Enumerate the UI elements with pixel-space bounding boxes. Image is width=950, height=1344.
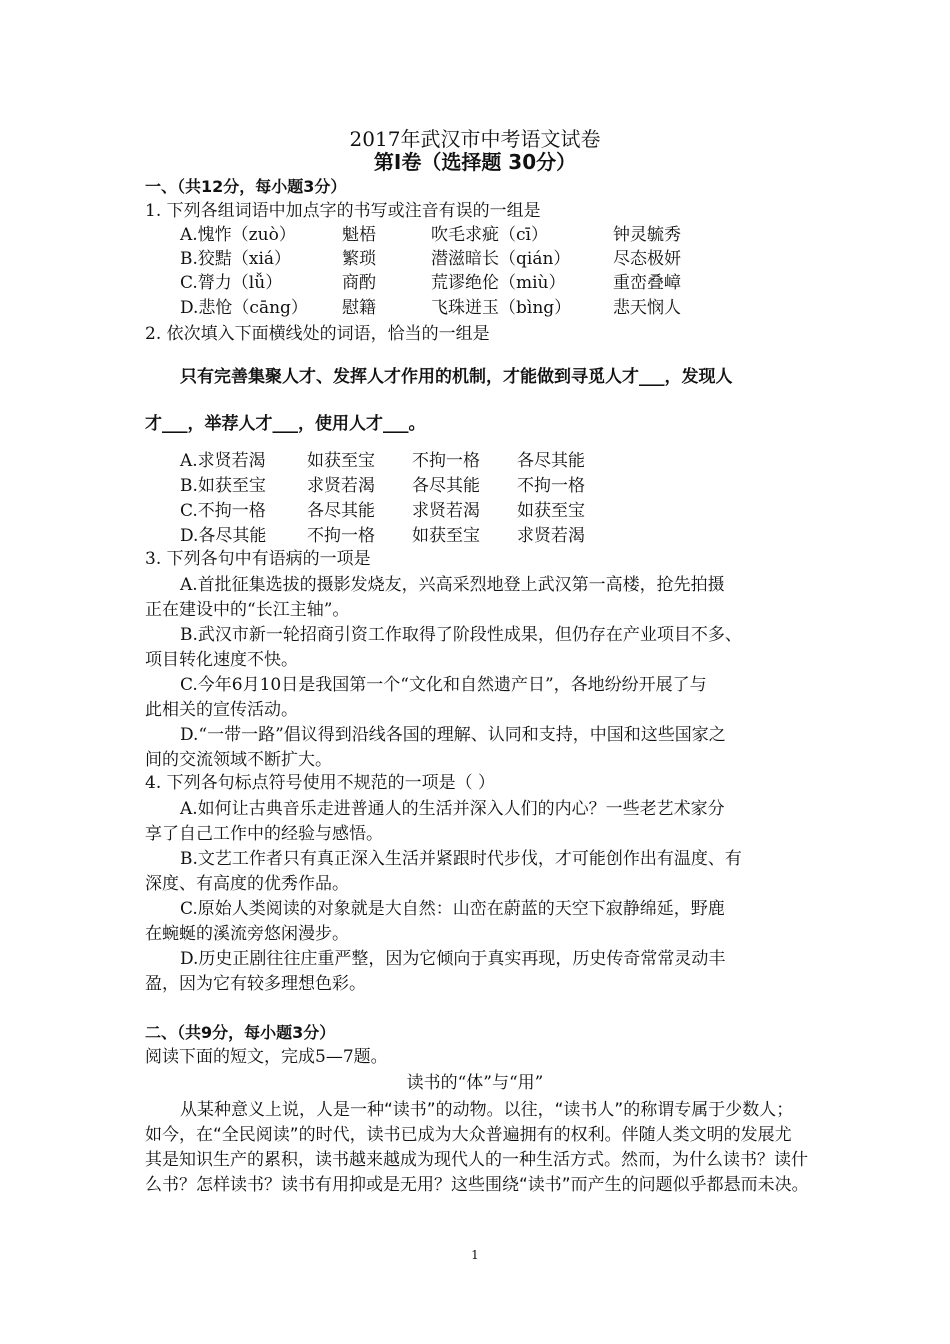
page-number: 1 [471,1248,479,1262]
q4-line: 深度、有高度的优秀作品。 [145,874,349,894]
q1-stem: 1. 下列各组词语中加点字的书写或注音有误的一组是 [145,201,541,221]
q2-b-4: 不拘一格 [517,476,585,496]
q2-d-1: D.各尽其能 [180,526,267,546]
q2-a-3: 不拘一格 [412,451,480,471]
q3-line: 项目转化速度不快。 [145,650,298,670]
q4-line: D.历史正剧往往庄重严整，因为它倾向于真实再现，历史传奇常常灵动丰 [180,949,726,969]
q1-c-1: C.膂力（lǚ） [180,273,283,293]
article-paragraph-line: 如今，在“全民阅读”的时代，读书已成为大众普遍拥有的权利。伴随人类文明的发展尤 [145,1125,792,1145]
q4-line: C.原始人类阅读的对象就是大自然：山峦在蔚蓝的天空下寂静绵延，野鹿 [180,899,725,919]
q1-a-2: 魁梧 [342,225,376,245]
q1-a-1: A.愧怍（zuò） [180,225,296,245]
page-title: 2017年武汉市中考语文试卷 [349,127,601,151]
q2-a-4: 各尽其能 [517,451,585,471]
q2-passage-line2: 才___，举荐人才___，使用人才___。 [145,414,426,434]
q1-b-1: B.狡黠（xiá） [180,249,292,269]
q4-line: B.文艺工作者只有真正深入生活并紧跟时代步伐，才可能创作出有温度、有 [180,849,742,869]
q1-b-3: 潜滋暗长（qián） [431,249,571,269]
q1-option-a [180,223,740,247]
section2-heading: 二、（共9分，每小题3分） [145,1023,336,1042]
q2-d-4: 求贤若渴 [517,526,585,546]
q2-d-2: 不拘一格 [307,526,375,546]
q1-d-2: 慰籍 [342,298,376,318]
q2-d-3: 如获至宝 [412,526,480,546]
q1-c-4: 重峦叠嶂 [613,273,681,293]
q2-option-d [180,524,620,548]
q1-d-4: 悲天悯人 [613,298,681,318]
q2-c-1: C.不拘一格 [180,501,266,521]
q3-line: D.“一带一路”倡议得到沿线各国的理解、认同和支持，中国和这些国家之 [180,725,726,745]
q2-b-3: 各尽其能 [412,476,480,496]
section1-heading: 一、（共12分，每小题3分） [145,177,347,196]
q2-b-2: 求贤若渴 [307,476,375,496]
q1-option-b [180,247,740,271]
q2-a-2: 如获至宝 [307,451,375,471]
q3-line: 此相关的宣传活动。 [145,700,298,720]
q2-a-1: A.求贤若渴 [180,451,266,471]
q2-option-b [180,474,620,498]
q3-line: A.首批征集选拔的摄影发烧友，兴高采烈地登上武汉第一高楼，抢先拍摄 [180,575,725,595]
section2-instruction: 阅读下面的短文，完成5—7题。 [145,1047,388,1067]
q3-stem: 3. 下列各句中有语病的一项是 [145,549,371,569]
q2-option-c [180,499,620,523]
article-title: 读书的“体”与“用” [406,1073,544,1093]
q4-line: 在蜿蜒的溪流旁悠闲漫步。 [145,924,349,944]
q3-line: 间的交流领域不断扩大。 [145,750,332,770]
q3-line: C.今年6月10日是我国第一个“文化和自然遗产日”，各地纷纷开展了与 [180,675,707,695]
q4-line: 盈，因为它有较多理想色彩。 [145,974,366,994]
q2-c-2: 各尽其能 [307,501,375,521]
article-paragraph-line: 其是知识生产的累积，读书越来越成为现代人的一种生活方式。然而，为什么读书？读什 [145,1150,808,1170]
q2-c-4: 如获至宝 [517,501,585,521]
q2-c-3: 求贤若渴 [412,501,480,521]
q2-b-1: B.如获至宝 [180,476,266,496]
q1-c-2: 商酌 [342,273,376,293]
article-paragraph-line: 从某种意义上说，人是一种“读书”的动物。以往，“读书人”的称谓专属于少数人； [180,1100,794,1120]
q2-option-a [180,449,620,473]
q1-d-1: D.悲怆（cāng） [180,298,308,318]
q3-line: 正在建设中的“长江主轴”。 [145,600,350,620]
q1-a-3: 吹毛求疵（cī） [431,225,548,245]
q4-stem: 4. 下列各句标点符号使用不规范的一项是（ ） [145,773,496,793]
q1-c-3: 荒谬绝伦（miù） [431,273,566,293]
q2-stem: 2. 依次填入下面横线处的词语，恰当的一组是 [145,324,490,344]
q4-line: A.如何让古典音乐走进普通人的生活并深入人们的内心？一些老艺术家分 [180,799,725,819]
q1-b-2: 繁琐 [342,249,376,269]
q1-option-d [180,296,740,320]
page-subtitle: 第Ⅰ卷（选择题 30分） [373,150,577,174]
q1-b-4: 尽态极妍 [613,249,681,269]
q2-passage-line1: 只有完善集聚人才、发挥人才作用的机制，才能做到寻觅人才___，发现人 [180,367,733,387]
q1-a-4: 钟灵毓秀 [613,225,681,245]
q3-line: B.武汉市新一轮招商引资工作取得了阶段性成果，但仍存在产业项目不多、 [180,625,742,645]
q1-option-c [180,271,740,295]
q1-d-3: 飞珠迸玉（bìng） [431,298,572,318]
q4-line: 享了自己工作中的经验与感悟。 [145,824,383,844]
article-paragraph-line: 么书？怎样读书？读书有用抑或是无用？这些围绕“读书”而产生的问题似乎都悬而未决。 [145,1175,809,1195]
